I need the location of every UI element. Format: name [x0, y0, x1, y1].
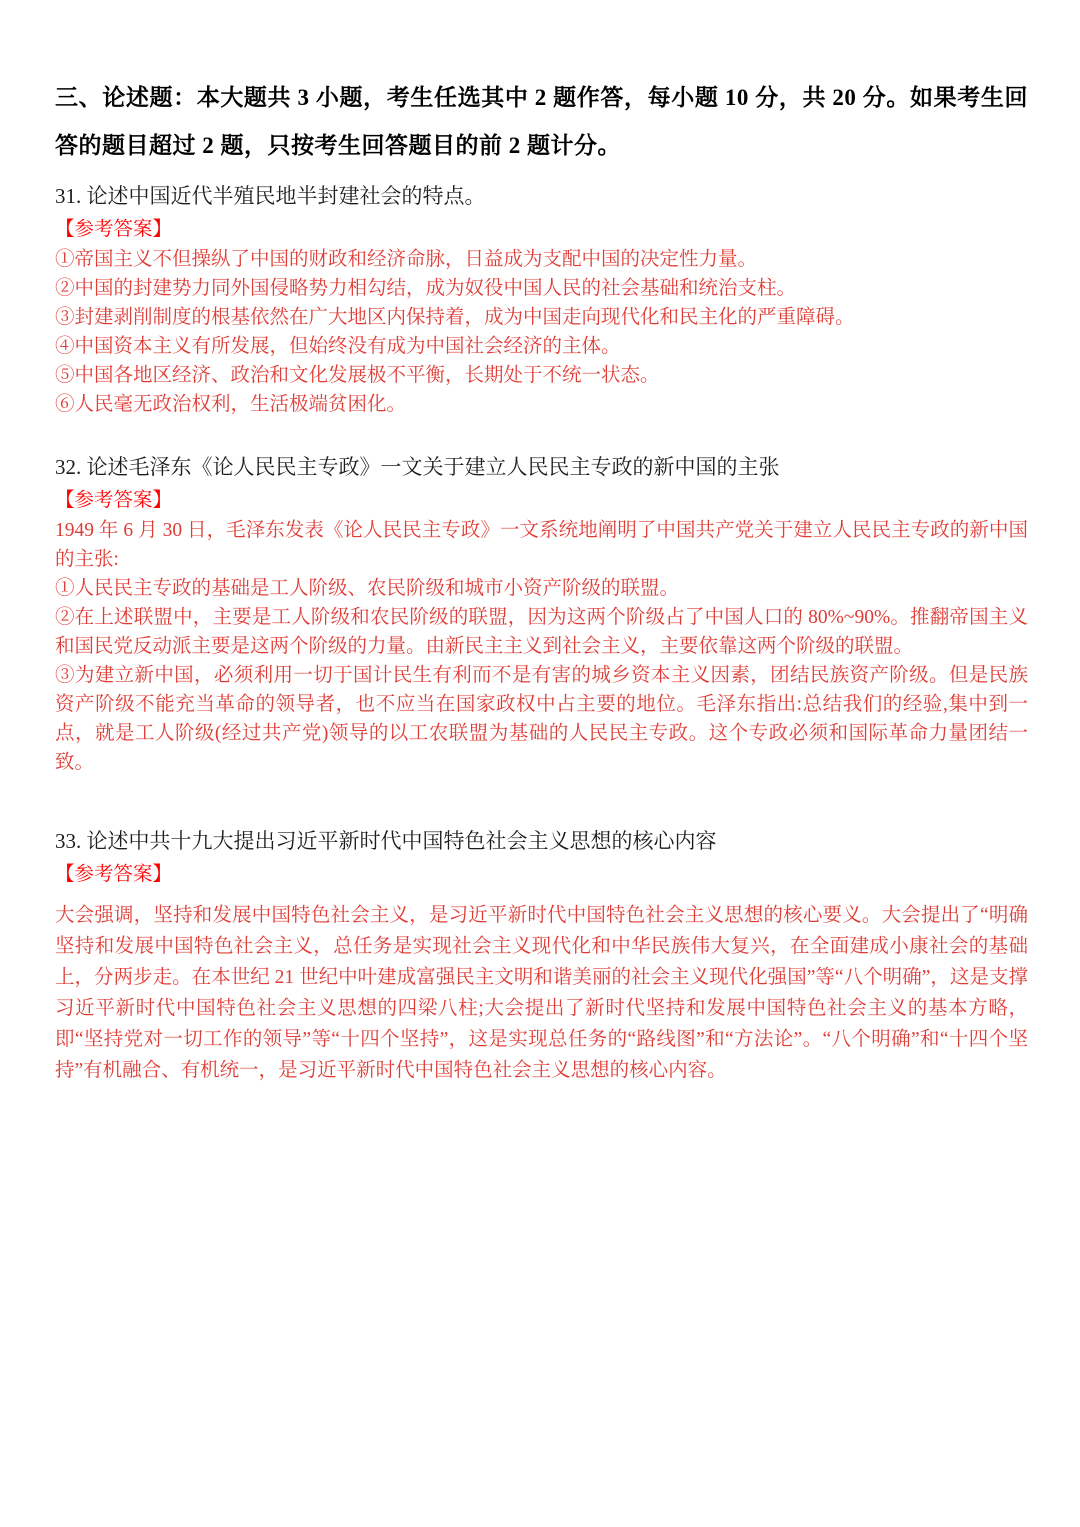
question-33-title: 33. 论述中共十九大提出习近平新时代中国特色社会主义思想的核心内容	[55, 829, 717, 853]
section-heading: 三、论述题：本大题共 3 小题，考生任选其中 2 题作答，每小题 10 分，共 20 分。如果考生回答的题目超过 2 题，只按考生回答题目的前 2 题计分。	[55, 85, 1028, 158]
question-31-answer-label: 【参考答案】	[55, 219, 173, 240]
answer-paragraph: 大会强调，坚持和发展中国特色社会主义，是习近平新时代中国特色社会主义思想的核心要义。大会提出了“明确坚持和发展中国特色社会主义，总任务是实现社会主义现代化和中华民族伟大复兴，在全面建成小康社会的基础上，分两步走。在本世纪 21 世纪中叶建成富强民主文明和谐美丽的社会主义现代化强国”等“八个明确”，这是支撑习近平新时代中国特色社会主义思想的四梁八柱;大会提出了新时代坚持和发展中国特色社会主义的基本方略，即“坚持党对一切工作的领导”等“十四个坚持”，这是实现总任务的“路线图”和“方法论”。“八个明确”和“十四个坚持”有机融合、有机统一，是习近平新时代中国特色社会主义思想的核心内容。	[55, 905, 1028, 1081]
answer-line: ④中国资本主义有所发展，但始终没有成为中国社会经济的主体。	[55, 336, 621, 357]
question-32-title: 32. 论述毛泽东《论人民民主专政》一文关于建立人民民主专政的新中国的主张	[55, 455, 780, 479]
question-32-block	[55, 451, 1028, 777]
question-33-answer-label: 【参考答案】	[55, 864, 173, 885]
question-31-block	[55, 180, 1028, 419]
question-33-answer	[55, 900, 1028, 1086]
question-31-title: 31. 论述中国近代半殖民地半封建社会的特点。	[55, 184, 486, 208]
answer-line: ②中国的封建势力同外国侵略势力相勾结，成为奴役中国人民的社会基础和统治支柱。	[55, 278, 797, 299]
answer-line: ①帝国主义不但操纵了中国的财政和经济命脉，日益成为支配中国的决定性力量。	[55, 249, 758, 270]
answer-line: ③封建剥削制度的根基依然在广大地区内保持着，成为中国走向现代化和民主化的严重障碍。	[55, 307, 855, 328]
answer-line: ③为建立新中国，必须利用一切于国计民生有利而不是有害的城乡资本主义因素，团结民族资产阶级。但是民族资产阶级不能充当革命的领导者，也不应当在国家政权中占主要的地位。毛泽东指出:总结我们的经验,集中到一点，就是工人阶级(经过共产党)领导的以工农联盟为基础的人民民主专政。这个专政必须和国际革命力量团结一致。	[55, 665, 1028, 773]
answer-line: ①人民民主专政的基础是工人阶级、农民阶级和城市小资产阶级的联盟。	[55, 578, 680, 599]
answer-line: 1949 年 6 月 30 日，毛泽东发表《论人民民主专政》一文系统地阐明了中国共产党关于建立人民民主专政的新中国的主张:	[55, 520, 1028, 570]
answer-line: ②在上述联盟中，主要是工人阶级和农民阶级的联盟，因为这两个阶级占了中国人口的 80%~90%。推翻帝国主义和国民党反动派主要是这两个阶级的力量。由新民主主义到社会主义，主要依靠这两个阶级的联盟。	[55, 607, 1028, 657]
question-31-answer	[55, 245, 1028, 419]
question-32-answer-label: 【参考答案】	[55, 490, 173, 511]
question-33-block	[55, 825, 1028, 1086]
question-32-answer	[55, 516, 1028, 777]
answer-line: ⑤中国各地区经济、政治和文化发展极不平衡，长期处于不统一状态。	[55, 365, 660, 386]
answer-line: ⑥人民毫无政治权利，生活极端贫困化。	[55, 394, 407, 415]
